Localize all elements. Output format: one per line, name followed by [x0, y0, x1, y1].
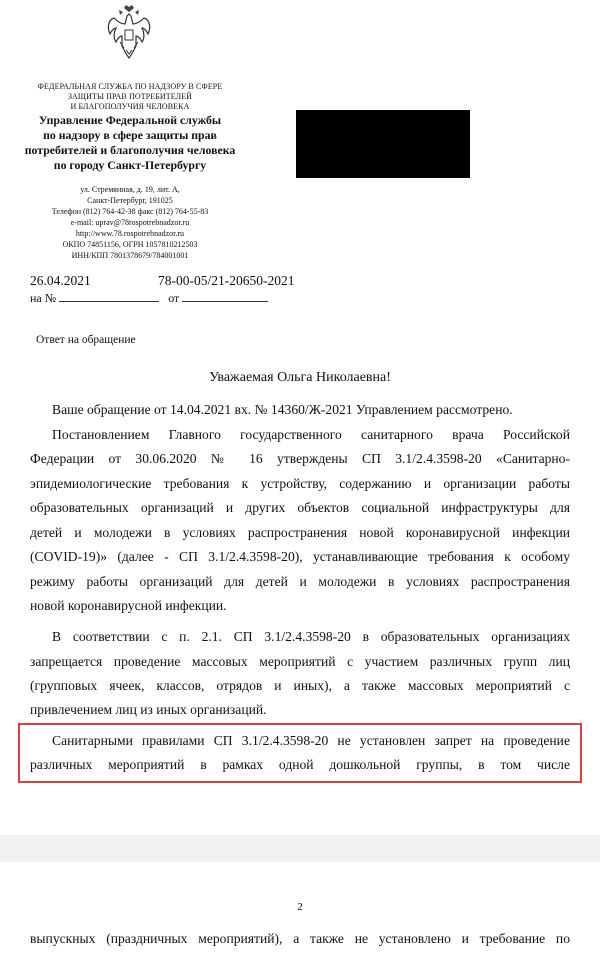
agency-line: ЗАЩИТЫ ПРАВ ПОТРЕБИТЕЛЕЙ	[67, 92, 193, 101]
paragraph-line: запрещается проведение массовых мероприятий с участием различных групп лиц	[30, 654, 570, 669]
coat-of-arms-emblem	[104, 4, 154, 62]
paragraph-line: Ваше обращение от 14.04.2021 вх. № 14360/Ж-2021 Управлением рассмотрено.	[52, 402, 513, 417]
ref-date-blank	[182, 291, 268, 302]
paragraph-line: В соответствии с п. 2.1. СП 3.1/2.4.3598-20 в образовательных организациях	[52, 629, 570, 644]
ref-number-blank	[59, 291, 159, 302]
address-line: ИНН/КПП 7801378679/784001001	[71, 251, 189, 260]
paragraph-line: выпускных (праздничных мероприятий), а также не установлено и требование по	[30, 931, 570, 946]
address-line: ул. Стремянная, д. 19, лит. А,	[80, 185, 180, 194]
paragraph-line: Федерации от 30.06.2020 № 16 утверждены СП 3.1/2.4.3598-20 «Санитарно-	[30, 451, 570, 466]
address-line: http://www.78.rospotrebnadzor.ru	[75, 229, 185, 238]
redacted-addressee-block	[296, 110, 470, 178]
department-line: Управление Федеральной службы	[38, 113, 222, 127]
department-line: по городу Санкт-Петербургу	[53, 158, 207, 172]
department-line: по надзору в сфере защиты прав	[43, 128, 217, 142]
address-line: Санкт-Петербург, 191025	[87, 196, 173, 205]
highlight-annotation-box	[18, 723, 582, 783]
paragraph-line: Санитарными правилами СП 3.1/2.4.3598-20 не установлен запрет на проведение	[52, 733, 570, 748]
registration-number: 78-00-05/21-20650-2021	[158, 273, 295, 288]
agency-line: ФЕДЕРАЛЬНАЯ СЛУЖБА ПО НАДЗОРУ В СФЕРЕ	[37, 82, 223, 91]
greeting: Уважаемая Ольга Николаевна!	[209, 370, 391, 385]
paragraph-line: детей и молодежи в условиях распространения новой коронавирусной инфекции	[30, 525, 570, 540]
paragraph-line: эпидемиологические требования к устройству, содержанию и организации работы	[30, 476, 570, 491]
ref-from: от	[168, 291, 180, 305]
paragraph-line: режиму работы организаций для детей и молодежи в условиях распространения	[30, 574, 570, 589]
reference-line	[30, 291, 268, 306]
paragraph-line: Постановлением Главного государственного санитарного врача Российской	[52, 427, 570, 442]
document-date: 26.04.2021	[30, 273, 91, 288]
paragraph-line: различных мероприятий в рамках одной дошкольной группы, в том числе	[30, 757, 570, 772]
paragraph-line: (COVID-19)» (далее - СП 3.1/2.4.3598-20), устанавливающие требования к особому	[30, 549, 570, 564]
department-line: потребителей и благополучия человека	[24, 143, 236, 157]
paragraph-line: образовательных организаций и других объектов социальной инфраструктуры для	[30, 500, 570, 515]
agency-line: И БЛАГОПОЛУЧИЯ ЧЕЛОВЕКА	[70, 102, 190, 111]
ref-prefix: на №	[30, 291, 57, 305]
address-line: e-mail: uprav@78rospotrebnadzor.ru	[70, 218, 190, 227]
page-number: 2	[297, 901, 303, 913]
paragraph-line: привлечением лиц из иных организаций.	[30, 702, 267, 717]
paragraph-line: новой коронавирусной инфекции.	[30, 598, 227, 613]
subject-line: Ответ на обращение	[36, 334, 136, 346]
paragraph-line: (групповых ячеек, классов, отрядов и иных), а также массовых мероприятий с	[30, 678, 570, 693]
address-line: Телефон (812) 764-42-38 факс (812) 764-55-83	[51, 207, 209, 216]
address-line: ОКПО 74851156, ОГРН 1057810212503	[62, 240, 198, 249]
